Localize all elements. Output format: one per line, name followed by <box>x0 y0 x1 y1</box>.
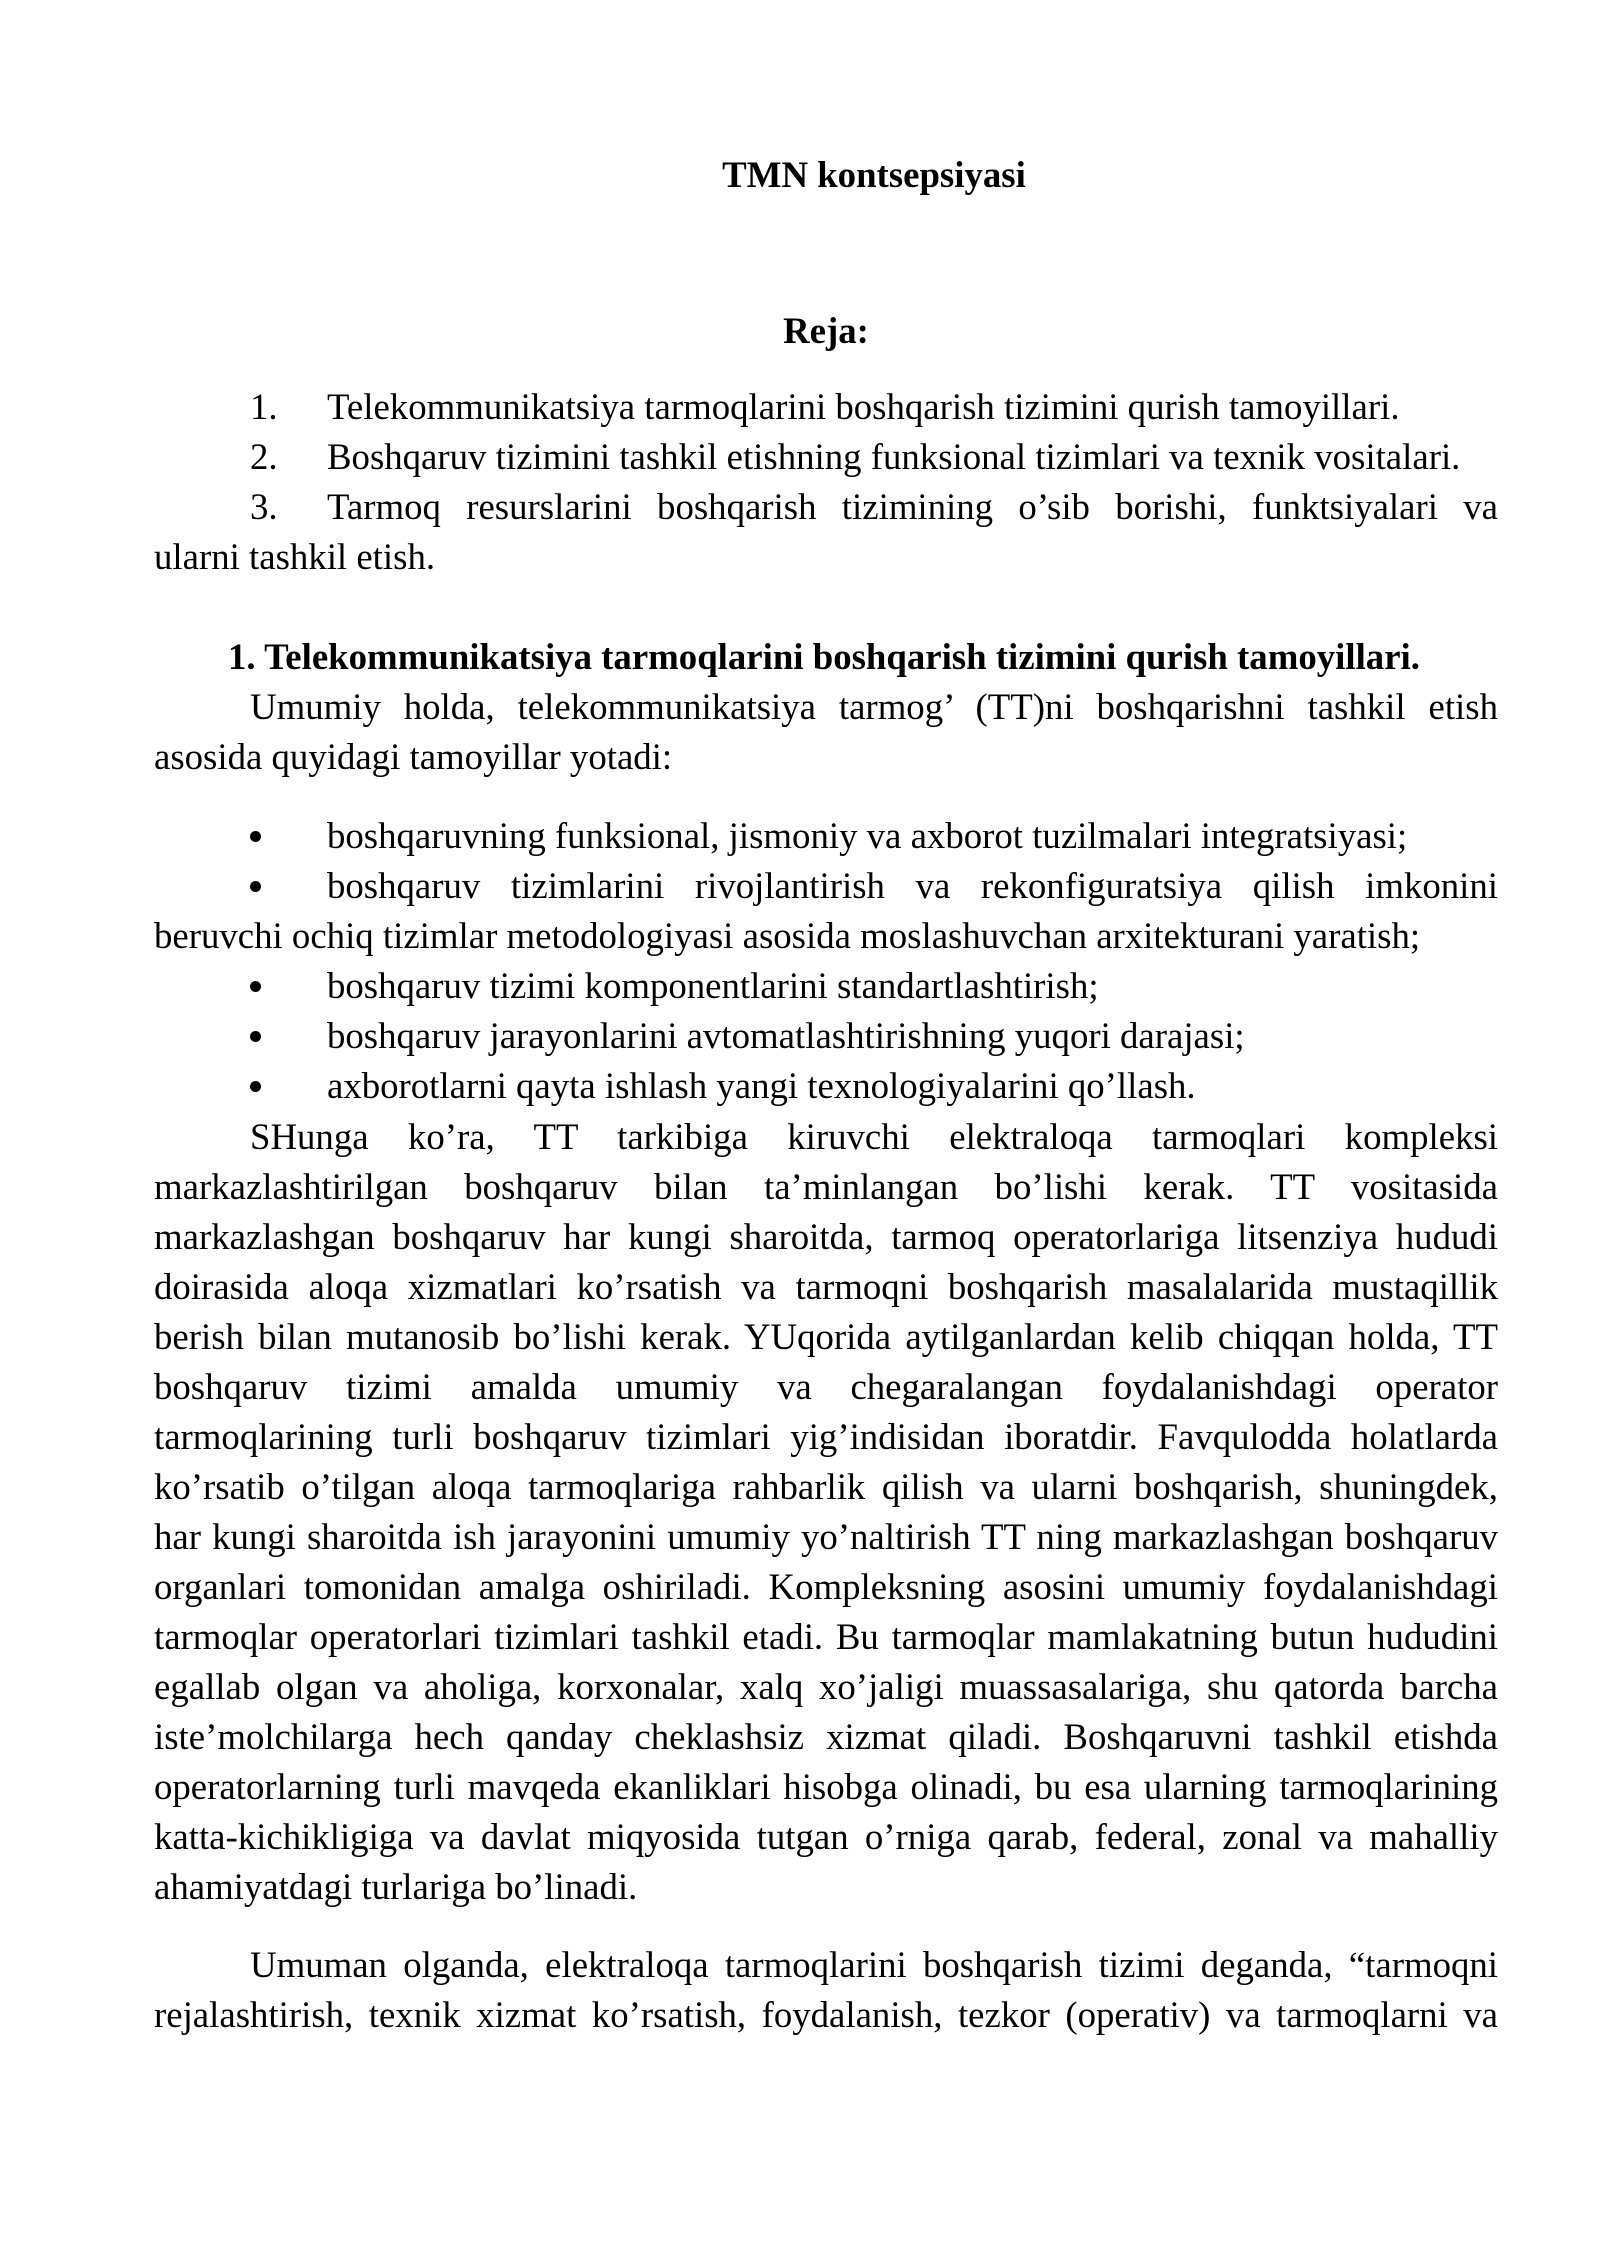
section-heading-block <box>154 632 1498 682</box>
paragraph-line: har kungi sharoitda ish jarayonini umumiy yo’naltirish TT ning markazlashgan boshqaruv <box>154 1516 1498 1557</box>
principle-item <box>154 961 1498 1011</box>
principle-text: boshqaruvning funksional, jismoniy va axborot tuzilmalari integratsiyasi; <box>327 815 1408 856</box>
principle-item <box>154 861 1498 911</box>
paragraph-line: asosida quyidagi tamoyillar yotadi: <box>154 736 673 777</box>
plan-item-number: 1. <box>250 386 278 427</box>
paragraph-line: iste’molchilarga hech qanday cheklashsiz xizmat qiladi. Boshqaruvni tashkil etishda <box>154 1716 1498 1757</box>
plan-item <box>154 432 1498 482</box>
principle-item <box>154 811 1498 861</box>
paragraph-line: doirasida aloqa xizmatlari ko’rsatish va tarmoqni boshqarish masalalarida mustaqillik <box>154 1266 1498 1307</box>
plan-item-text: Tarmoq resurslarini boshqarish tizimining o’sib borishi, funktsiyalari va <box>327 486 1498 527</box>
paragraph-line: Umuman olganda, elektraloqa tarmoqlarini boshqarish tizimi deganda, “tarmoqni <box>250 1944 1498 1985</box>
plan-item-text: Boshqaruv tizimini tashkil etishning funksional tizimlari va texnik vositalari. <box>327 436 1461 477</box>
plan-item-number: 3. <box>250 486 278 527</box>
section-heading: 1. Telekommunikatsiya tarmoqlarini boshqarish tizimini qurish tamoyillari. <box>228 636 1420 677</box>
paragraph-line: tarmoqlarining turli boshqaruv tizimlari yig’indisidan iboratdir. Favqulodda holatlarda <box>154 1416 1498 1457</box>
bullet-icon <box>250 1031 261 1042</box>
paragraph-line: rejalashtirish, texnik xizmat ko’rsatish, foydalanish, tezkor (operativ) va tarmoqlarni va <box>154 1994 1498 2035</box>
paragraph-line: boshqaruv tizimi amalda umumiy va chegaralangan foydalanishdagi operator <box>154 1366 1498 1407</box>
plan-heading-block <box>154 306 1498 356</box>
bullet-icon <box>250 831 261 842</box>
body-paragraph-3 <box>154 1940 1498 2040</box>
principles-list <box>154 811 1498 1111</box>
principle-continuation: beruvchi ochiq tizimlar metodologiyasi asosida moslashuvchan arxitekturani yaratish; <box>154 915 1421 956</box>
paragraph-line: ko’rsatib o’tilgan aloqa tarmoqlariga rahbarlik qilish va ularni boshqarish, shuningdek, <box>154 1466 1498 1507</box>
paragraph-line: katta-kichikligiga va davlat miqyosida tutgan o’rniga qarab, federal, zonal va mahalliy <box>154 1816 1498 1857</box>
paragraph-line: berish bilan mutanosib bo’lishi kerak. YUqorida aytilganlardan kelib chiqqan holda, TT <box>154 1316 1498 1357</box>
plan-item <box>154 482 1498 532</box>
paragraph-line: organlari tomonidan amalga oshiriladi. Kompleksning asosini umumiy foydalanishdagi <box>154 1566 1498 1607</box>
bullet-icon <box>250 881 261 892</box>
principle-item <box>154 1011 1498 1061</box>
principle-item <box>154 1061 1498 1111</box>
title-block <box>154 150 1498 200</box>
intro-paragraph <box>154 682 1498 782</box>
paragraph-line: Umumiy holda, telekommunikatsiya tarmog’ (TT)ni boshqarishni tashkil etish <box>250 686 1498 727</box>
plan-item <box>154 382 1498 432</box>
paragraph-line: ahamiyatdagi turlariga bo’linadi. <box>154 1866 638 1907</box>
plan-item-number: 2. <box>250 436 278 477</box>
principle-text: boshqaruv jarayonlarini avtomatlashtirishning yuqori darajasi; <box>327 1015 1245 1056</box>
plan-list <box>154 382 1498 582</box>
paragraph-line: markazlashtirilgan boshqaruv bilan ta’minlangan bo’lishi kerak. TT vositasida <box>154 1166 1498 1207</box>
document-title: TMN kontsepsiyasi <box>722 154 1026 195</box>
principle-text: boshqaruv tizimlarini rivojlantirish va rekonfiguratsiya qilish imkonini <box>327 865 1498 906</box>
plan-item-continuation: ularni tashkil etish. <box>154 536 436 577</box>
plan-heading: Reja: <box>783 310 869 351</box>
paragraph-line: markazlashgan boshqaruv har kungi sharoitda, tarmoq operatorlariga litsenziya hududi <box>154 1216 1498 1257</box>
paragraph-line: egallab olgan va aholiga, korxonalar, xalq xo’jaligi muassasalariga, shu qatorda barcha <box>154 1666 1498 1707</box>
bullet-icon <box>250 1081 261 1092</box>
principle-text: boshqaruv tizimi komponentlarini standartlashtirish; <box>327 965 1099 1006</box>
paragraph-line: operatorlarning turli mavqeda ekanliklari hisobga olinadi, bu esa ularning tarmoqlarining <box>154 1766 1498 1807</box>
body-paragraph-2 <box>154 1112 1498 1912</box>
paragraph-line: tarmoqlar operatorlari tizimlari tashkil etadi. Bu tarmoqlar mamlakatning butun hududini <box>154 1616 1498 1657</box>
bullet-icon <box>250 981 261 992</box>
paragraph-line: SHunga ko’ra, TT tarkibiga kiruvchi elektraloqa tarmoqlari kompleksi <box>250 1116 1498 1157</box>
principle-text: axborotlarni qayta ishlash yangi texnologiyalarini qo’llash. <box>327 1065 1196 1106</box>
plan-item-text: Telekommunikatsiya tarmoqlarini boshqarish tizimini qurish tamoyillari. <box>327 386 1400 427</box>
